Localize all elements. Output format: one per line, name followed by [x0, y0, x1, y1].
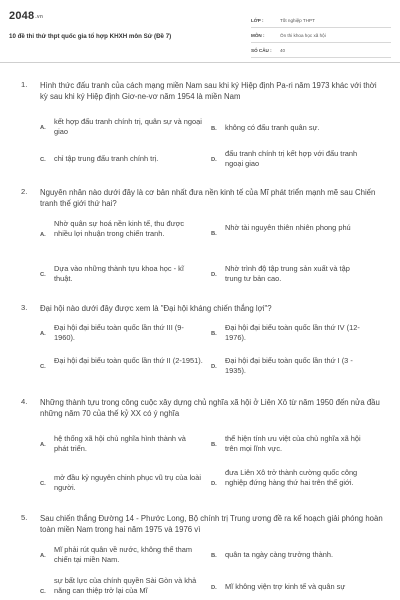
- option-text: sự bất lực của chính quyền Sài Gòn và khả năng can thiệp trở lại của Mĩ: [54, 576, 197, 596]
- question-stem: Nguyên nhân nào dưới đây là cơ bản nhất đưa nền kinh tế của Mĩ phát triển mạnh mẽ sau Chiến tranh thế giới thứ hai?: [40, 188, 376, 209]
- option-text: hệ thống xã hội chủ nghĩa hình thành và phát triển.: [54, 434, 186, 454]
- option-letter: C.: [40, 272, 46, 278]
- question-number: 1.: [21, 80, 28, 89]
- info-row-class: [251, 13, 391, 28]
- option-letter: D.: [211, 157, 217, 163]
- option-text: Đại hội đại biểu toàn quốc lần thứ I (3 - 1935).: [225, 356, 353, 376]
- info-value: Ôn thi khoa học xã hội: [280, 32, 326, 38]
- question-number: 3.: [21, 303, 28, 312]
- info-label: MÔN :: [251, 32, 265, 38]
- info-row-subject: [251, 28, 391, 43]
- option-letter: B.: [211, 231, 217, 237]
- option-text: đưa Liên Xô trở thành cường quốc công nghiệp đứng hàng thứ hai trên thế giới.: [225, 468, 358, 488]
- option-text: đấu tranh chính trị kết hợp với đấu tranh ngoại giao: [225, 149, 358, 169]
- option-letter: B.: [211, 553, 217, 559]
- option-text: Nhờ trình độ tập trung sản xuất và tập trung tư bản cao.: [225, 264, 350, 284]
- info-value: Tốt nghiệp THPT: [280, 17, 315, 23]
- option-letter: B.: [211, 331, 217, 337]
- question-stem: Những thành tựu trong công cuộc xây dựng chủ nghĩa xã hội ở Liên Xô từ năm 1950 đến nửa đầu những năm 70 của thế kỷ XX có ý nghĩa: [40, 398, 380, 419]
- option-letter: A.: [40, 331, 46, 337]
- question-number: 5.: [21, 513, 28, 522]
- info-row-count: [251, 43, 391, 58]
- option-letter: A.: [40, 553, 46, 559]
- option-letter: D.: [211, 272, 217, 278]
- option-letter: A.: [40, 125, 46, 131]
- option-text: Đại hội đại biểu toàn quốc lần thứ II (2-1951).: [54, 356, 203, 365]
- option-letter: A.: [40, 232, 46, 238]
- option-letter: C.: [40, 364, 46, 370]
- option-text: kết hợp đấu tranh chính trị, quân sự và ngoại giao: [54, 117, 202, 137]
- option-letter: C.: [40, 589, 46, 595]
- option-text: Mĩ không viện trợ kinh tế và quân sự: [225, 582, 346, 591]
- info-label: SỐ CÂU :: [251, 47, 272, 53]
- option-letter: D.: [211, 364, 217, 370]
- question-stem: Đại hội nào dưới đây được xem là "Đại hội kháng chiến thắng lợi"?: [40, 304, 272, 313]
- option-text: Mĩ phải rút quân về nước, không thể tham chiến tại miền Nam.: [54, 545, 192, 565]
- option-text: Dựa vào những thành tựu khoa học - kĩ thuật.: [54, 264, 184, 284]
- option-text: quân ta ngày càng trưởng thành.: [225, 550, 334, 559]
- question-number: 4.: [21, 397, 28, 406]
- option-letter: D.: [211, 481, 217, 487]
- option-text: chỉ tập trung đấu tranh chính trị.: [54, 154, 159, 163]
- site-logo[interactable]: [9, 10, 43, 22]
- option-text: Đại hội đại biểu toàn quốc lần thứ III (9-1960).: [54, 323, 184, 343]
- option-text: Nhờ tài nguyên thiên nhiên phong phú: [225, 223, 351, 232]
- option-letter: D.: [211, 585, 217, 591]
- header-divider: [0, 62, 400, 63]
- question-stem: Sau chiến thắng Đường 14 - Phước Long, Bộ chính trị Trung ương đề ra kế hoạch giải phóng hoàn toàn miền Nam trong hai năm 1975 và 1976 vì: [40, 514, 383, 535]
- info-value: 40: [280, 47, 286, 53]
- logo-text: 2048: [9, 10, 35, 22]
- option-text: không có đấu tranh quân sự.: [225, 123, 320, 132]
- option-text: thể hiện tính ưu việt của chủ nghĩa xã hội trên mọi lĩnh vực.: [225, 434, 361, 454]
- question-number: 2.: [21, 187, 28, 196]
- option-text: Đại hội đại biểu toàn quốc lần thứ IV (12-1976).: [225, 323, 360, 343]
- page-header: [0, 0, 400, 62]
- option-text: Nhờ quân sự hoá nền kinh tế, thu được nhiều lợi nhuận trong chiến tranh.: [54, 219, 185, 239]
- document-title: 10 đề thi thử thpt quốc gia tổ hợp KHXH môn Sử (Đề 7): [9, 33, 172, 40]
- info-table: [251, 13, 391, 58]
- info-label: LỚP :: [251, 17, 264, 23]
- option-letter: C.: [40, 157, 46, 163]
- question-stem: Hình thức đấu tranh của cách mạng miền Nam sau khi ký Hiệp định Pa-ri năm 1973 khác với thời kỳ sau khi ký Hiệp định Giơ-ne-vơ năm 1954 là miền Nam: [40, 81, 377, 102]
- option-letter: C.: [40, 481, 46, 487]
- option-text: mở đầu kỷ nguyên chinh phục vũ trụ của loài người.: [54, 473, 201, 493]
- option-letter: B.: [211, 126, 217, 132]
- option-letter: A.: [40, 442, 46, 448]
- logo-suffix: .vn: [35, 14, 44, 20]
- option-letter: B.: [211, 442, 217, 448]
